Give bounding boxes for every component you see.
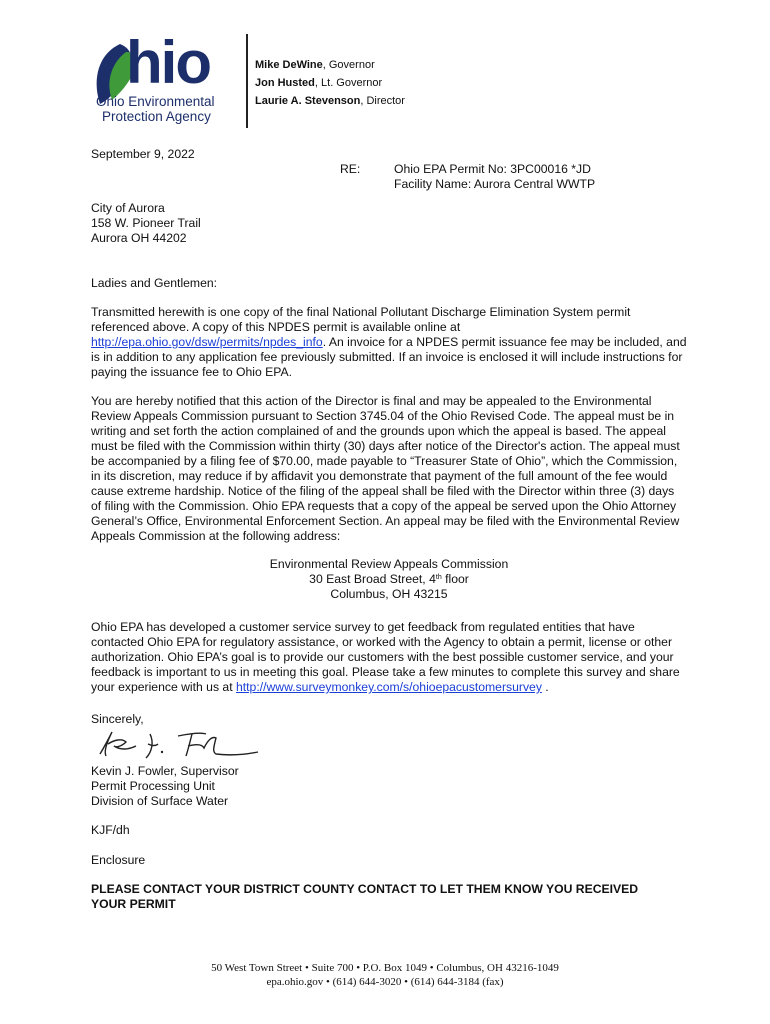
address-line: City of Aurora: [91, 201, 165, 215]
address-line: 158 W. Pioneer Trail: [91, 216, 201, 230]
official-director: Laurie A. Stevenson, Director: [255, 95, 405, 107]
contact-notice: PLEASE CONTACT YOUR DISTRICT COUNTY CONTACT TO LET THEM KNOW YOU RECEIVED YOUR PERMIT: [91, 882, 639, 911]
footer-address: 50 West Town Street • Suite 700 • P.O. Box 1049 • Columbus, OH 43216-1049: [211, 962, 559, 974]
ohio-epa-logo: [88, 29, 238, 128]
letterhead-divider: [246, 34, 248, 128]
signer-block: [91, 764, 239, 809]
re-label: RE:: [340, 162, 361, 176]
facility-name: Facility Name: Aurora Central WWTP: [394, 177, 596, 191]
enclosure-note: Enclosure: [91, 853, 146, 867]
officials-list: [255, 56, 405, 110]
paragraph-appeal-notice: You are hereby notified that this action of the Director is final and may be appealed to the Environmental Review Appeals Commission pursuant to Section 3745.04 of the Ohio Revised Code. The appeal must be in writing and set forth the action complained of and the grounds upon which the appeal is based. The appeal must be filed with the Commission within thirty (30) days after notice of the Director's action. The appeal must be accompanied by a filing fee of $70.00, made payable to “Treasurer State of Ohio”, which the Commission, in its discretion, may reduce if by affidavit you demonstrate that payment of the full amount of the fee would cause extreme hardship. Notice of the filing of the appeal shall be filed with the Director within three (3) days of filing with the Commission. Ohio EPA requests that a copy of the appeal be served upon the Ohio Attorney General’s Office, Environmental Enforcement Section. An appeal may be filed with the Environmental Review Appeals Commission at the following address:: [91, 394, 680, 543]
signature-image: [92, 724, 262, 762]
address-line: Aurora OH 44202: [91, 231, 187, 245]
commission-address: [91, 557, 687, 602]
agency-line-1: Ohio Environmental: [96, 94, 215, 109]
commission-street: 30 East Broad Street, 4th floor: [309, 572, 469, 586]
signer-name: Kevin J. Fowler, Supervisor: [91, 764, 239, 778]
letter-date: September 9, 2022: [91, 147, 195, 161]
agency-line-2: Protection Agency: [102, 109, 211, 124]
recipient-address: [91, 201, 201, 246]
commission-name: Environmental Review Appeals Commission: [269, 557, 509, 571]
paragraph-permit-transmittal: Transmitted herewith is one copy of the final National Pollutant Discharge Elimination System permit referenced above. A copy of this NPDES permit is available online at http://epa.ohio.gov/dsw/permits/npdes_info. An invoice for a NPDES permit issuance fee may be included, and is in addition to any application fee previously submitted. If an invoice is enclosed it will include instructions for paying the issuance fee to Ohio EPA.: [91, 305, 687, 379]
signer-unit: Permit Processing Unit: [91, 779, 215, 793]
typist-initials: KJF/dh: [91, 823, 130, 837]
official-lt-governor: Jon Husted, Lt. Governor: [255, 77, 383, 89]
footer-contact: epa.ohio.gov • (614) 644-3020 • (614) 644-3184 (fax): [266, 976, 504, 988]
signer-division: Division of Surface Water: [91, 794, 229, 808]
logo-word: hio: [126, 29, 210, 96]
npdes-info-link[interactable]: http://epa.ohio.gov/dsw/permits/npdes_info: [91, 335, 323, 349]
official-governor: Mike DeWine, Governor: [255, 59, 375, 71]
permit-number: Ohio EPA Permit No: 3PC00016 *JD: [394, 162, 591, 176]
re-block: [394, 162, 595, 192]
commission-city: Columbus, OH 43215: [330, 587, 448, 601]
page-footer: [0, 961, 770, 989]
closing: Sincerely,: [91, 712, 144, 726]
paragraph-survey: Ohio EPA has developed a customer service survey to get feedback from regulated entities that have contacted Ohio EPA for regulatory assistance, or worked with the Agency to obtain a permit, license or other authorization. Ohio EPA’s goal is to provide our customers with the best possible customer service, and your feedback is important to us in meeting this goal. Please take a few minutes to complete this survey and share your experience with us at http://www.surveymonkey.com/s/ohioepacustomersurvey .: [91, 620, 680, 694]
agency-name: [96, 94, 215, 124]
salutation: Ladies and Gentlemen:: [91, 276, 218, 290]
survey-link[interactable]: http://www.surveymonkey.com/s/ohioepacustomersurvey: [235, 680, 542, 694]
